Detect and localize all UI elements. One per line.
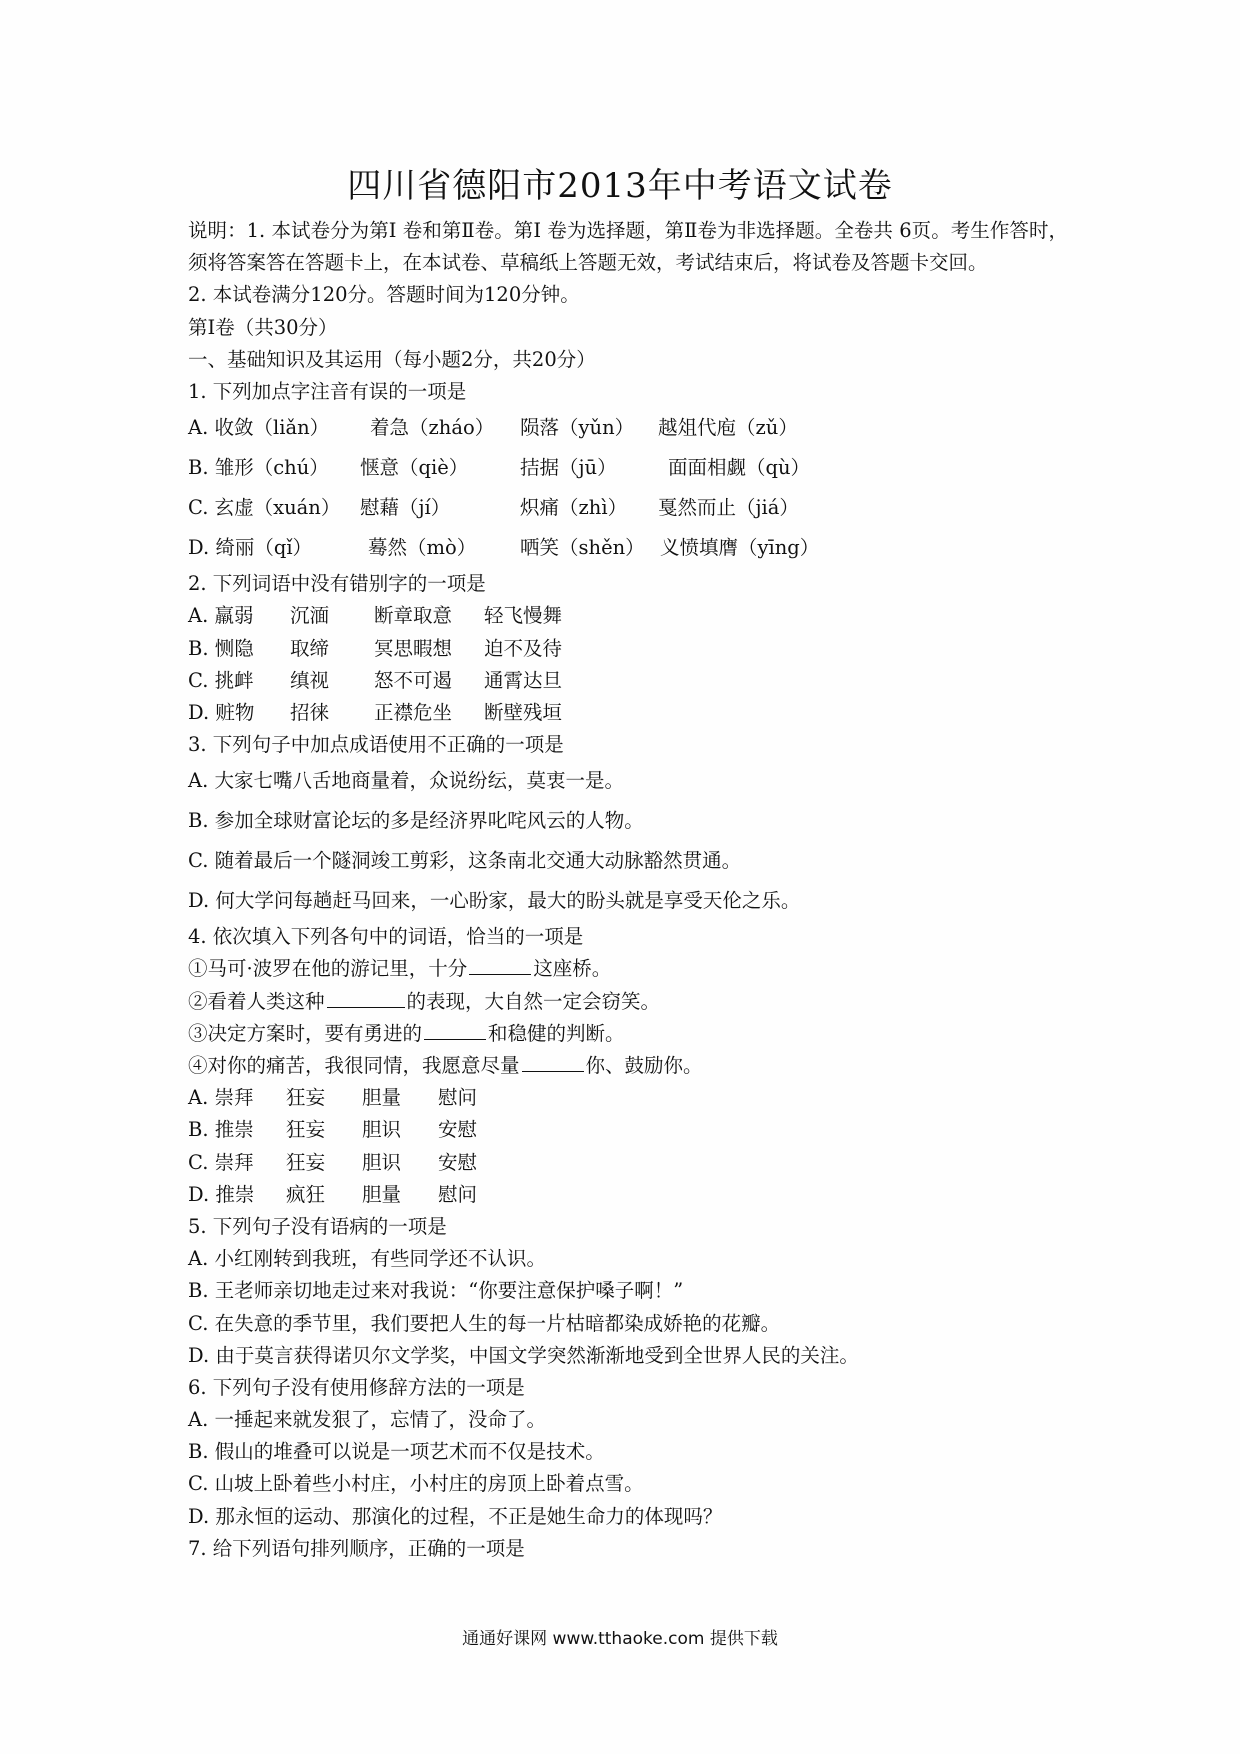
option-term: D. 赃物 (188, 700, 255, 724)
question-1-option-a (188, 408, 1068, 448)
option-term: 慰藉（jí） (360, 496, 451, 520)
option-term: A. 羸弱 (188, 604, 254, 628)
question-2-option-d (188, 697, 1068, 729)
sentence-text: ①马可·波罗在他的游记里，十分 (188, 957, 468, 981)
option-term: 胆识 (362, 1118, 402, 1142)
option-term: 戛然而止（jiá） (658, 496, 799, 520)
instructions-note-1: 说明：1. 本试卷分为第Ⅰ 卷和第Ⅱ卷。第Ⅰ 卷为选择题，第Ⅱ卷为非选择题。全卷共 6页。考生作答时，须将答案答在答题卡上，在本试卷、草稿纸上答题无效，考试结束后，将试卷及答题卡交回。 (188, 219, 1068, 275)
option-term: 义愤填膺（yīng） (660, 536, 820, 560)
option-term: 正襟危坐 (374, 700, 453, 724)
question-4-sentence-1 (188, 953, 1068, 985)
option-term: 安慰 (438, 1118, 478, 1142)
page-footer: 通通好课网 www.tthaoke.com 提供下载 (462, 1629, 778, 1649)
fill-blank (469, 956, 531, 975)
question-4-sentence-4 (188, 1050, 1068, 1082)
option-term: D. 推崇 (188, 1182, 255, 1206)
fill-blank (522, 1053, 584, 1072)
option-term: 迫不及待 (484, 636, 563, 660)
option-term: 面面相觑（qù） (668, 456, 811, 480)
sentence-text: 的表现，大自然一定会窃笑。 (406, 989, 661, 1013)
option-term: 狂妄 (286, 1118, 326, 1142)
option-term: 胆识 (362, 1150, 402, 1174)
exam-content (188, 215, 1068, 1565)
option-term: 慰问 (438, 1086, 478, 1110)
question-3-stem: 3. 下列句子中加点成语使用不正确的一项是 (188, 733, 564, 757)
question-4-option-c (188, 1147, 1068, 1179)
question-6-option-a: A. 一捶起来就发狠了，忘情了，没命了。 (188, 1408, 546, 1432)
option-term: 断壁残垣 (484, 700, 563, 724)
option-term: 狂妄 (286, 1086, 326, 1110)
section-heading: 一、基础知识及其运用（每小题2分，共20分） (188, 347, 596, 371)
option-term: C. 玄虚（xuán） (188, 496, 341, 520)
question-4-option-b (188, 1114, 1068, 1146)
question-4-sentence-2 (188, 986, 1068, 1018)
question-4-stem: 4. 依次填入下列各句中的词语，恰当的一项是 (188, 925, 584, 949)
question-5-option-d: D. 由于莫言获得诺贝尔文学奖，中国文学突然渐渐地受到全世界人民的关注。 (188, 1343, 859, 1367)
option-term: 着急（zháo） (370, 416, 495, 440)
option-term: D. 绮丽（qǐ） (188, 536, 313, 560)
question-4-sentence-3 (188, 1018, 1068, 1050)
question-3-option-c: C. 随着最后一个隧洞竣工剪彩，这条南北交通大动脉豁然贯通。 (188, 849, 742, 873)
question-2-option-a (188, 600, 1068, 632)
sentence-text: 你、鼓励你。 (585, 1054, 703, 1078)
question-4-option-d (188, 1179, 1068, 1211)
sentence-text: 和稳健的判断。 (488, 1021, 625, 1045)
option-term: 通霄达旦 (484, 668, 563, 692)
option-term: 蓦然（mò） (368, 536, 477, 560)
question-6-option-c: C. 山坡上卧着些小村庄，小村庄的房顶上卧着点雪。 (188, 1472, 644, 1496)
question-3-option-a: A. 大家七嘴八舌地商量着，众说纷纭，莫衷一是。 (188, 769, 624, 793)
option-term: 慰问 (438, 1182, 478, 1206)
option-term: 拮据（jū） (520, 456, 617, 480)
option-term: 陨落（yǔn） (520, 416, 635, 440)
sentence-text: ④对你的痛苦，我很同情，我愿意尽量 (188, 1054, 520, 1078)
sentence-text: ②看着人类这种 (188, 989, 325, 1013)
question-3-option-d: D. 何大学问每趟赶马回来，一心盼家，最大的盼头就是享受天伦之乐。 (188, 889, 801, 913)
option-term: 疯狂 (286, 1182, 326, 1206)
option-term: 胆量 (362, 1086, 402, 1110)
option-term: 轻飞慢舞 (484, 604, 563, 628)
instructions-note-2: 2. 本试卷满分120分。答题时间为120分钟。 (188, 283, 580, 307)
option-term: 招徕 (290, 700, 330, 724)
sentence-text: 这座桥。 (533, 957, 612, 981)
fill-blank (327, 989, 405, 1008)
option-term: B. 雏形（chú） (188, 456, 329, 480)
option-term: 哂笑（shěn） (520, 536, 645, 560)
fill-blank (424, 1021, 486, 1040)
option-term: B. 推崇 (188, 1118, 254, 1142)
option-term: A. 收敛（liǎn） (188, 416, 330, 440)
option-term: 狂妄 (286, 1150, 326, 1174)
question-1-option-d (188, 528, 1068, 568)
option-term: C. 崇拜 (188, 1150, 254, 1174)
option-term: 冥思暇想 (374, 636, 453, 660)
question-2-option-c (188, 665, 1068, 697)
question-6-option-d: D. 那永恒的运动、那演化的过程，不正是她生命力的体现吗？ (188, 1504, 723, 1528)
question-2-option-b (188, 633, 1068, 665)
question-4-option-a (188, 1082, 1068, 1114)
question-5-option-b: B. 王老师亲切地走过来对我说：“你要注意保护嗓子啊！” (188, 1279, 684, 1303)
sentence-text: ③决定方案时，要有勇进的 (188, 1021, 423, 1045)
option-term: 惬意（qiè） (360, 456, 469, 480)
question-5-stem: 5. 下列句子没有语病的一项是 (188, 1214, 447, 1238)
option-term: 取缔 (290, 636, 330, 660)
option-term: 安慰 (438, 1150, 478, 1174)
option-term: 缜视 (290, 668, 330, 692)
option-term: 怒不可遏 (374, 668, 453, 692)
option-term: 沉湎 (290, 604, 330, 628)
option-term: A. 崇拜 (188, 1086, 254, 1110)
option-term: B. 恻隐 (188, 636, 254, 660)
option-term: C. 挑衅 (188, 668, 254, 692)
option-term: 越俎代庖（zǔ） (658, 416, 798, 440)
question-7-stem: 7. 给下列语句排列顺序，正确的一项是 (188, 1536, 525, 1560)
question-6-stem: 6. 下列句子没有使用修辞方法的一项是 (188, 1375, 525, 1399)
page-title: 四川省德阳市2013年中考语文试卷 (347, 166, 893, 206)
option-term: 胆量 (362, 1182, 402, 1206)
option-term: 炽痛（zhì） (520, 496, 628, 520)
part-heading: 第Ⅰ卷（共30分） (188, 315, 338, 339)
question-1-option-b (188, 448, 1068, 488)
question-2-stem: 2. 下列词语中没有错别字的一项是 (188, 572, 486, 596)
option-term: 断章取意 (374, 604, 453, 628)
question-5-option-a: A. 小红刚转到我班，有些同学还不认识。 (188, 1247, 546, 1271)
question-6-option-b: B. 假山的堆叠可以说是一项艺术而不仅是技术。 (188, 1440, 605, 1464)
question-1-stem: 1. 下列加点字注音有误的一项是 (188, 379, 467, 403)
question-5-option-c: C. 在失意的季节里，我们要把人生的每一片枯暗都染成娇艳的花瓣。 (188, 1311, 781, 1335)
question-1-option-c (188, 488, 1068, 528)
question-3-option-b: B. 参加全球财富论坛的多是经济界叱咤风云的人物。 (188, 809, 644, 833)
